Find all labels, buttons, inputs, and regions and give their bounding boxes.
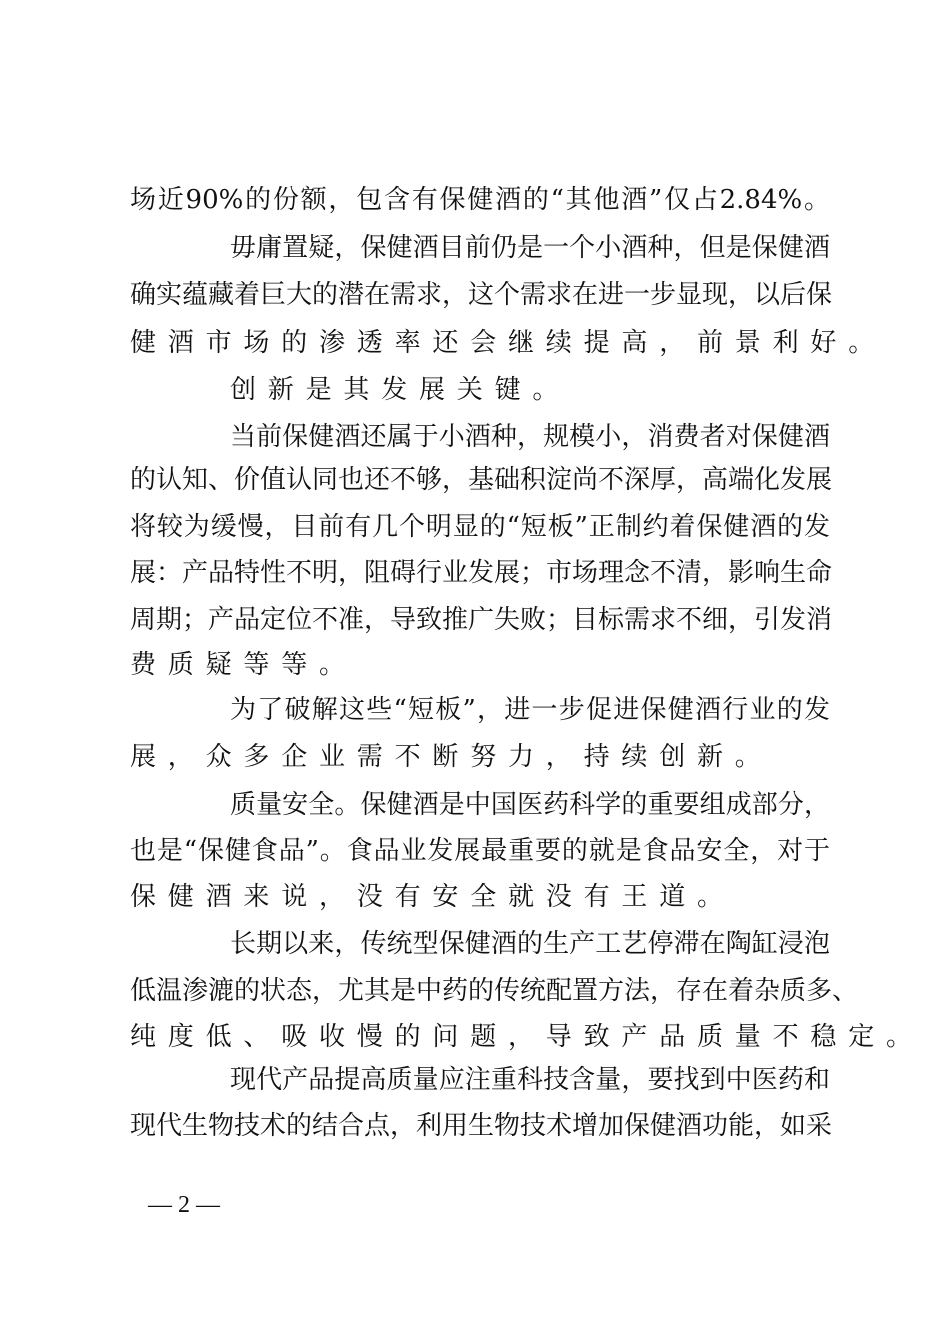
text-line: 当前保健酒还属于小酒种，规模小，消费者对保健酒	[230, 422, 830, 452]
page-number: — 2 —	[148, 1192, 220, 1218]
text-line: 质量安全。保健酒是中国医药科学的重要组成部分，	[230, 790, 830, 820]
text-line: 为了破解这些“短板”，进一步促进保健酒行业的发	[230, 695, 830, 725]
text-line: 毋庸置疑，保健酒目前仍是一个小酒种，但是保健酒	[230, 233, 830, 263]
text-line: 现代产品提高质量应注重科技含量，要找到中医药和	[230, 1065, 830, 1095]
text-line: 周期；产品定位不准，导致推广失败；目标需求不细，引发消	[130, 605, 833, 635]
text-line: 也是“保健食品”。食品业发展最重要的就是食品安全，对于	[130, 836, 830, 866]
text-line: 长期以来，传统型保健酒的生产工艺停滞在陶缸浸泡	[230, 929, 830, 959]
text-line: 现代生物技术的结合点，利用生物技术增加保健酒功能，如采	[130, 1111, 833, 1141]
text-line: 场近90%的份额，包含有保健酒的“其他酒”仅占2.84%。	[130, 185, 830, 215]
text-line: 创新是其发展关键。	[230, 375, 571, 405]
text-line: 展，众多企业需不断努力，持续创新。	[130, 742, 773, 772]
text-line: 低温渗漉的状态，尤其是中药的传统配置方法，存在着杂质多、	[130, 976, 859, 1006]
text-line: 纯度低、吸收慢的问题，导致产品质量不稳定。	[130, 1022, 924, 1052]
text-line: 展：产品特性不明，阻碍行业发展；市场理念不清，影响生命	[130, 558, 833, 588]
text-line: 健酒市场的渗透率还会继续提高，前景利好。	[130, 328, 887, 358]
text-line: 保健酒来说，没有安全就没有王道。	[130, 882, 735, 912]
text-line: 的认知、价值认同也还不够，基础积淀尚不深厚，高端化发展	[130, 465, 833, 495]
text-line: 确实蕴藏着巨大的潜在需求，这个需求在进一步显现，以后保	[130, 280, 833, 310]
text-line: 将较为缓慢，目前有几个明显的“短板”正制约着保健酒的发	[130, 512, 830, 542]
text-line: 费质疑等等。	[130, 650, 357, 680]
